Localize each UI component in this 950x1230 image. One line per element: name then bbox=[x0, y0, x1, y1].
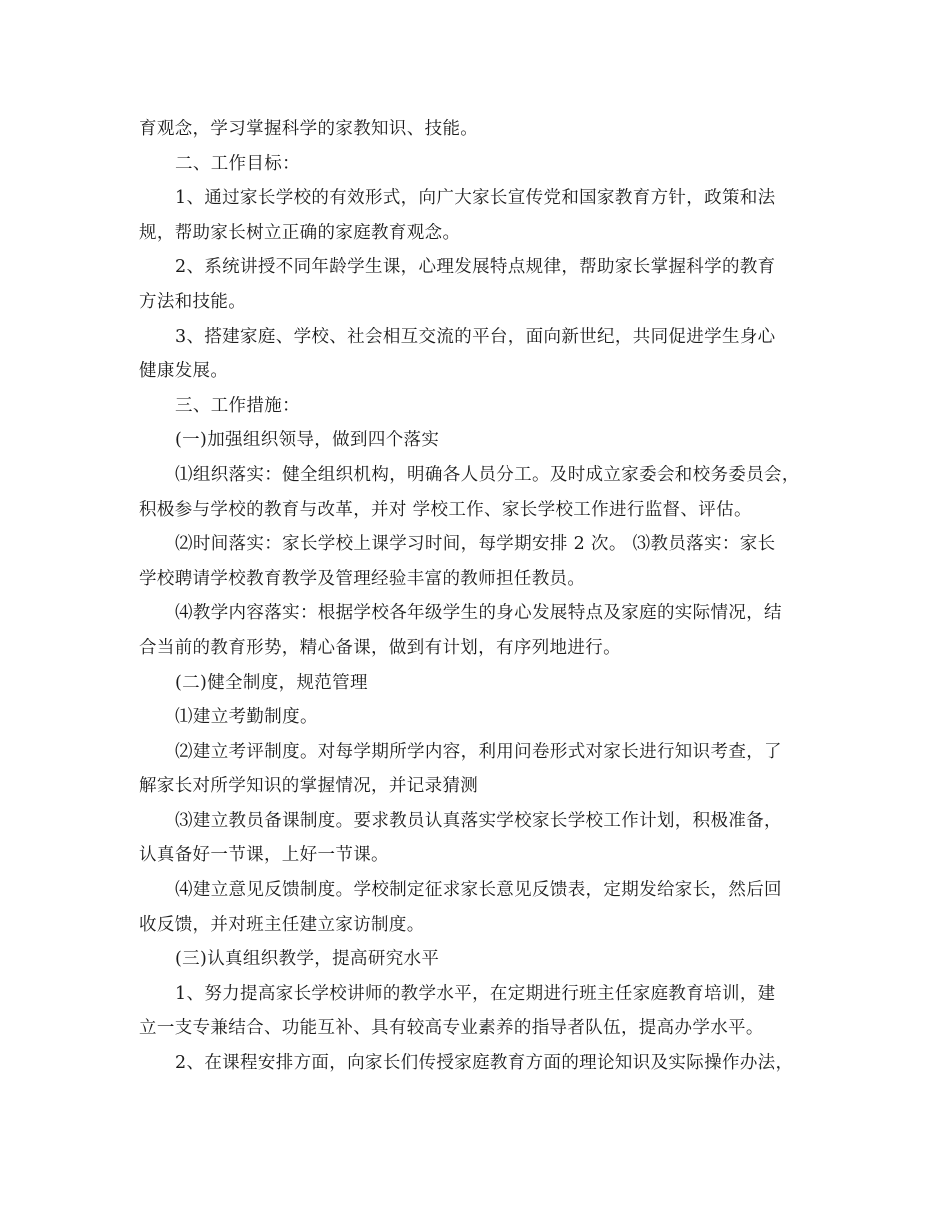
text-line-17: (二)健全制度，规范管理 bbox=[175, 672, 368, 693]
text-line-15: ⑷教学内容落实：根据学校各年级学生的身心发展特点及家庭的实际情况，结 bbox=[175, 603, 782, 624]
text-line-20: 解家长对所学知识的掌握情况，并记录猜测 bbox=[139, 776, 479, 797]
text-line-7: 3、搭建家庭、学校、社会相互交流的平台，面向新世纪，共同促进学生身心 bbox=[175, 326, 776, 347]
text-line-14: 学校聘请学校教育教学及管理经验丰富的教师担任教员。 bbox=[139, 568, 586, 589]
text-line-3: 1、通过家长学校的有效形式，向广大家长宣传党和国家教育方针，政策和法 bbox=[175, 188, 776, 209]
text-line-28: 2、在课程安排方面，向家长们传授家庭教育方面的理论知识及实际操作办法， bbox=[175, 1053, 794, 1074]
text-line-11: ⑴组织落实：健全组织机构，明确各人员分工。及时成立家委会和校务委员会， bbox=[175, 464, 800, 485]
text-line-19: ⑵建立考评制度。对每学期所学内容，利用问卷形式对家长进行知识考查，了 bbox=[175, 741, 782, 762]
text-line-12: 积极参与学校的教育与改革，并对 学校工作、家长学校工作进行监督、评估。 bbox=[139, 499, 752, 520]
text-line-24: 收反馈，并对班主任建立家访制度。 bbox=[139, 914, 425, 935]
document-body bbox=[139, 112, 819, 1081]
text-line-21: ⑶建立教员备课制度。要求教员认真落实学校家长学校工作计划，积极准备， bbox=[175, 810, 782, 831]
text-line-26: 1、努力提高家长学校讲师的教学水平，在定期进行班主任家庭教育培训，建 bbox=[175, 983, 776, 1004]
text-line-25: (三)认真组织教学，提高研究水平 bbox=[175, 949, 440, 970]
text-line-27: 立一支专兼结合、功能互补、具有较高专业素养的指导者队伍，提高办学水平。 bbox=[139, 1018, 764, 1039]
text-line-22: 认真备好一节课，上好一节课。 bbox=[139, 845, 389, 866]
text-line-16: 合当前的教育形势，精心备课，做到有计划，有序列地进行。 bbox=[139, 637, 621, 658]
text-line-10: (一)加强组织领导，做到四个落实 bbox=[175, 430, 440, 451]
text-line-1: 育观念，学习掌握科学的家教知识、技能。 bbox=[139, 119, 479, 139]
text-line-18: ⑴建立考勤制度。 bbox=[175, 707, 318, 728]
text-line-5: 2、系统讲授不同年龄学生课，心理发展特点规律，帮助家长掌握科学的教育 bbox=[175, 257, 776, 278]
text-line-8: 健康发展。 bbox=[139, 361, 229, 382]
text-line-6: 方法和技能。 bbox=[139, 291, 247, 312]
text-line-13: ⑵时间落实：家长学校上课学习时间，每学期安排 2 次。 ⑶教员落实：家长 bbox=[175, 534, 776, 555]
text-line-9: 三、工作措施： bbox=[175, 395, 300, 416]
text-line-2: 二、工作目标： bbox=[175, 153, 300, 174]
text-line-4: 规，帮助家长树立正确的家庭教育观念。 bbox=[139, 222, 461, 243]
text-line-23: ⑷建立意见反馈制度。学校制定征求家长意见反馈表，定期发给家长，然后回 bbox=[175, 880, 782, 901]
